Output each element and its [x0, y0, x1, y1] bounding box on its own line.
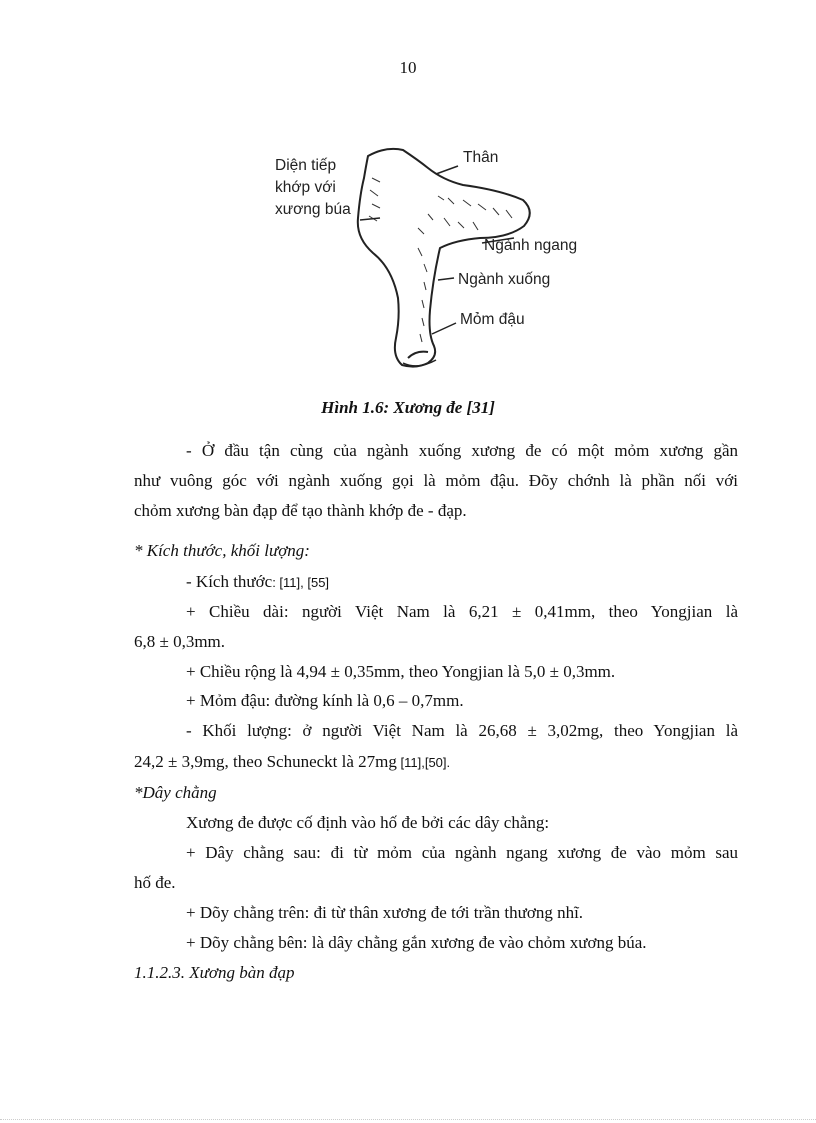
- page-number: 10: [399, 58, 417, 77]
- label-mom-dau: Mỏm đậu: [460, 311, 525, 328]
- day-chang-intro: Xương đe được cố định vào hố đe bởi các dây chằng:: [186, 813, 550, 832]
- section-heading-kich-thuoc: * Kích thước, khối lượng:: [134, 541, 310, 560]
- kich-thuoc-ref: : [11], [55]: [272, 575, 330, 590]
- paragraph-line: chỏm xương bàn đạp để tạo thành khớp đe - đạp.: [134, 501, 467, 520]
- mom-dau-line: + Mỏm đậu: đường kính là 0,6 – 0,7mm.: [186, 691, 464, 710]
- section-heading-day-chang: *Dây chằng: [134, 783, 217, 802]
- section-heading-xuong-ban-dap: 1.1.2.3. Xương bàn đạp: [134, 963, 295, 982]
- day-chang-sau-line: + Dây chằng sau: đi từ mỏm của ngành ngang xương đe vào mỏm sau: [186, 843, 738, 862]
- kich-thuoc-line: [186, 571, 329, 594]
- label-dien-tiep-1: Diện tiếp: [275, 157, 337, 174]
- paragraph-line: như vuông góc với ngành xuống gọi là mỏm đậu. Đõy chớnh là phần nối với: [134, 471, 738, 490]
- day-chang-ben-line: + Dõy chằng bên: là dây chằng gắn xương đe vào chỏm xương búa.: [186, 933, 647, 952]
- kich-thuoc-label: - Kích thước: [186, 572, 273, 591]
- label-than: Thân: [463, 149, 499, 166]
- chieu-dai-line: + Chiều dài: người Việt Nam là 6,21 ± 0,41mm, theo Yongjian là: [186, 602, 738, 621]
- incus-bone-drawing: [358, 149, 530, 367]
- khoi-luong-line: [134, 751, 450, 774]
- figure-caption: Hình 1.6: Xương đe [31]: [321, 398, 495, 417]
- day-chang-sau-line: hố đe.: [134, 873, 176, 892]
- chieu-dai-line: 6,8 ± 0,3mm.: [134, 632, 226, 651]
- khoi-luong-ref: [11],[50].: [396, 755, 451, 770]
- label-dien-tiep-3: xương búa: [275, 201, 351, 218]
- khoi-luong-text: 24,2 ± 3,9mg, theo Schuneckt là 27mg: [134, 752, 397, 771]
- incus-figure: [268, 138, 608, 383]
- day-chang-tren-line: + Dõy chằng trên: đi từ thân xương đe tới trần thương nhĩ.: [186, 903, 584, 922]
- page-bottom-border: [0, 1119, 816, 1120]
- label-dien-tiep-2: khớp với: [275, 179, 336, 196]
- chieu-rong-line: + Chiều rộng là 4,94 ± 0,35mm, theo Yongjian là 5,0 ± 0,3mm.: [186, 662, 616, 681]
- khoi-luong-line: - Khối lượng: ở người Việt Nam là 26,68 ± 3,02mg, theo Yongjian là: [186, 721, 738, 740]
- label-nganh-xuong: Ngành xuống: [458, 271, 551, 288]
- paragraph-line: - Ở đầu tận cùng của ngành xuống xương đe có một mỏm xương gần: [186, 441, 738, 460]
- label-nganh-ngang: Ngành ngang: [484, 237, 578, 254]
- incus-illustration: [268, 138, 608, 383]
